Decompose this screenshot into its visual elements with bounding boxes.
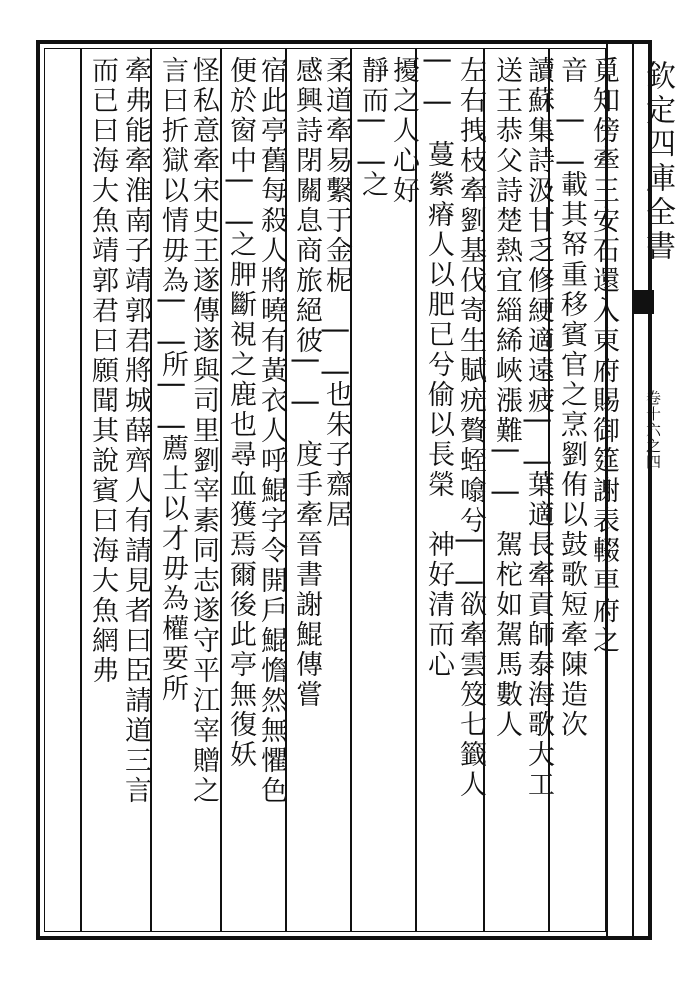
gutter-line-right [632,40,634,940]
text-column: 言曰折獄以情毋為| |所| |薦士以才毋為權要所 [157,56,188,705]
fishtail-mark [632,290,654,314]
column-rule [80,48,82,932]
volume-label: 卷十六之四 [644,390,662,470]
text-column: 感興詩閉關息商旅絕彼| | 度手牽晉書謝鯤傳嘗 [291,56,322,711]
text-column: | | 蔓縈瘠人以肥已兮偷以長榮 神好清而心 [423,56,454,681]
book-title: 欽定四庫全書 [640,60,675,264]
text-column: 宿此亭舊每殺人將曉有黃衣人呼鯤字令開戶鯤憺然無懼色 [256,56,287,806]
text-column: 怪私意牽宋史王遂傳遂與司里劉宰素同志遂守平江宰贈之 [188,56,219,806]
text-column: 牽弗能牽淮南子靖郭君將城薛齊人有請見者曰臣請道三言 [120,56,151,806]
text-column: 讀蘇集詩汲甘乏修綆適遠疲| |葉適長牽貢師泰海歌大工 [523,56,554,801]
text-column: 而已曰海大魚靖郭君曰願聞其說賓曰海大魚網弗 [87,56,118,686]
text-column: 靜而| |之 [357,56,388,201]
text-column: 覓知傍牽王安石還入東府賜御筵謝表輟車府之 [588,56,619,656]
text-column: 左右拽枝牽劉基伐寄生賦疣贅蛭噏兮| |欲牽雲笈七籤人 [455,56,486,801]
text-column: 音 | |載其帑重移賓官之烹劉侑以鼓歌短牽陳造次 [556,56,587,741]
text-column: 擾之人心好 [388,56,419,206]
text-column: 便於窗中| |之胛斷視之鹿也尋血獲焉爾後此亭無復妖 [225,56,256,771]
text-column: 柔道牽易繫于金柅 | |也朱子齋居 [321,56,352,531]
text-column: 送王恭父詩楚熱宜緇絺峽漲難| | 駕柁如駕馬數人 [491,56,522,741]
